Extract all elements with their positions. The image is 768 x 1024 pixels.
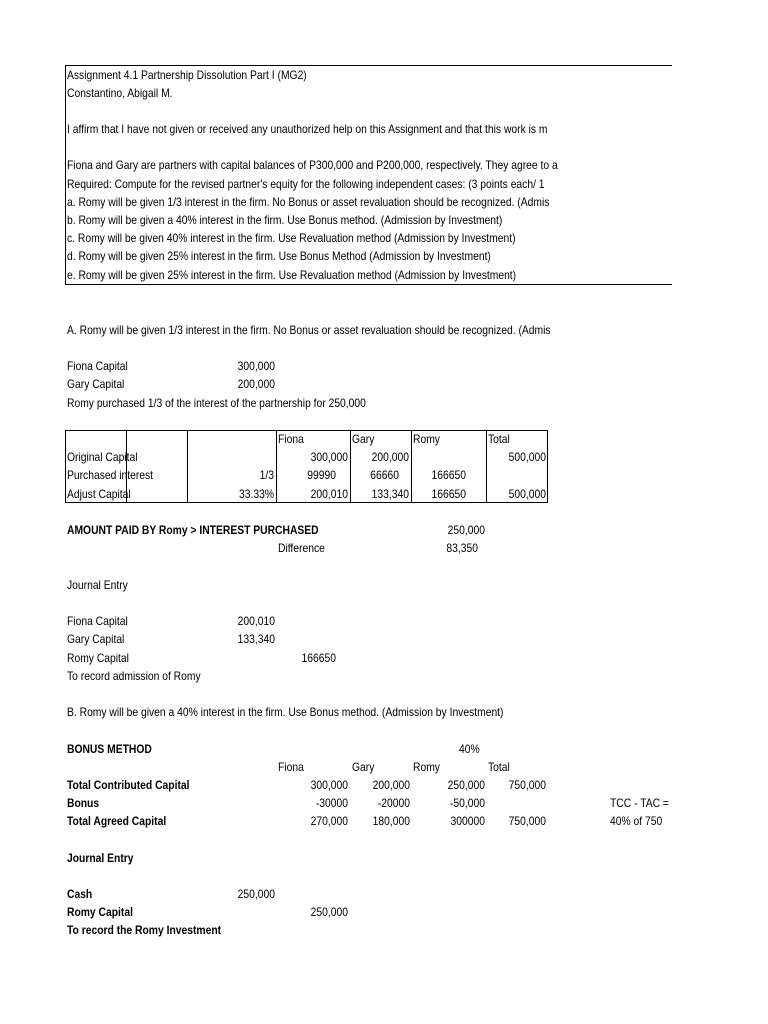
table-cell-total: 750,000: [508, 778, 546, 792]
section-a-heading: A. Romy will be given 1/3 interest in the firm. No Bonus or asset revaluation should be recognized. (Admis: [67, 323, 551, 337]
table-cell-romy: 166650: [431, 487, 466, 501]
journal-debit: 200,010: [237, 614, 275, 628]
difference-value: 83,350: [446, 541, 478, 555]
table-b-header-fiona: Fiona: [278, 760, 304, 774]
journal-account: Fiona Capital: [67, 614, 128, 628]
problem-statement: Fiona and Gary are partners with capital balances of P300,000 and P200,000, respectively. They agree to a: [67, 158, 558, 172]
journal-credit: 250,000: [310, 905, 348, 919]
table-cell-gary: 133,340: [371, 487, 409, 501]
table-row-label: Total Agreed Capital: [67, 814, 167, 828]
table-cell-gary: 200,000: [371, 450, 409, 464]
journal-entry-label-b: Journal Entry: [67, 851, 134, 865]
purchase-note: Romy purchased 1/3 of the interest of the partnership for 250,000: [67, 396, 366, 410]
table-row-label: Adjust Capital: [67, 487, 131, 501]
bonus-percent: 40%: [459, 742, 480, 756]
case-b: b. Romy will be given a 40% interest in the firm. Use Bonus method. (Admission by Investment): [67, 213, 503, 227]
gary-capital-label: Gary Capital: [67, 377, 125, 391]
amount-paid-value: 250,000: [447, 523, 485, 537]
journal-account: Gary Capital: [67, 632, 125, 646]
table-row-label: Total Contributed Capital: [67, 778, 190, 792]
table-cell-gary: 200,000: [372, 778, 410, 792]
table-row-label: Purchased interest: [67, 468, 154, 482]
amount-paid-label: AMOUNT PAID BY Romy > INTEREST PURCHASED: [67, 523, 319, 537]
table-cell-total: 500,000: [508, 487, 546, 501]
table-cell-ratio: 33.33%: [238, 487, 274, 501]
table-cell-romy: -50,000: [449, 796, 485, 810]
table-b-header-romy: Romy: [413, 760, 440, 774]
table-cell-total: 750,000: [508, 814, 546, 828]
required-statement: Required: Compute for the revised partner's equity for the following independent cases: (3 points each/ 1: [67, 177, 545, 191]
fiona-capital-label: Fiona Capital: [67, 359, 128, 373]
table-cell-total: 500,000: [508, 450, 546, 464]
journal-credit: 166650: [301, 651, 336, 665]
table-cell-note: 40% of 750: [610, 814, 663, 828]
case-a: a. Romy will be given 1/3 interest in the firm. No Bonus or asset revaluation should be recognized. (Admis: [67, 195, 550, 209]
assignment-title: Assignment 4.1 Partnership Dissolution Part I (MG2): [67, 68, 307, 82]
table-row-label: Bonus: [67, 796, 100, 810]
case-c: c. Romy will be given 40% interest in the firm. Use Revaluation method (Admission by Investment): [67, 231, 516, 245]
table-cell-romy: 300000: [450, 814, 485, 828]
table-cell-fiona: -30000: [315, 796, 348, 810]
table-a-header-total: Total: [488, 432, 510, 446]
table-cell-fiona: 270,000: [310, 814, 348, 828]
table-cell-gary: -20000: [377, 796, 410, 810]
table-cell-romy: 166650: [431, 468, 466, 482]
journal-account: Cash: [67, 887, 93, 901]
journal-debit: 250,000: [237, 887, 275, 901]
table-b-header-gary: Gary: [352, 760, 375, 774]
table-cell-gary: 66660: [370, 468, 399, 482]
table-b-header-total: Total: [488, 760, 510, 774]
journal-account: Romy Capital: [67, 651, 129, 665]
table-cell-fiona: 300,000: [310, 450, 348, 464]
table-cell-fiona: 200,010: [310, 487, 348, 501]
table-row-label: Original Capital: [67, 450, 138, 464]
table-a-header-gary: Gary: [352, 432, 375, 446]
bonus-method-label: BONUS METHOD: [67, 742, 152, 756]
table-cell-romy: 250,000: [447, 778, 485, 792]
table-cell-note: TCC - TAC =: [610, 796, 669, 810]
fiona-capital-value: 300,000: [237, 359, 275, 373]
table-a-header-fiona: Fiona: [278, 432, 304, 446]
journal-entry-label-a: Journal Entry: [67, 578, 128, 592]
table-a-header-romy: Romy: [413, 432, 440, 446]
student-name: Constantino, Abigail M.: [67, 86, 173, 100]
table-cell-ratio: 1/3: [259, 468, 274, 482]
journal-memo-a: To record admission of Romy: [67, 669, 201, 683]
table-cell-gary: 180,000: [372, 814, 410, 828]
gary-capital-value: 200,000: [237, 377, 275, 391]
difference-label: Difference: [278, 541, 325, 555]
section-b-heading: B. Romy will be given a 40% interest in the firm. Use Bonus method. (Admission by Investment): [67, 705, 504, 719]
table-cell-fiona: 99990: [307, 468, 336, 482]
journal-account: Romy Capital: [67, 905, 133, 919]
table-cell-fiona: 300,000: [310, 778, 348, 792]
case-d: d. Romy will be given 25% interest in the firm. Use Bonus Method (Admission by Investment): [67, 249, 491, 263]
case-e: e. Romy will be given 25% interest in the firm. Use Revaluation method (Admission by Investment): [67, 268, 517, 282]
journal-debit: 133,340: [237, 632, 275, 646]
journal-memo-b: To record the Romy Investment: [67, 923, 222, 937]
affirmation-statement: I affirm that I have not given or received any unauthorized help on this Assignment and that this work is m: [67, 122, 548, 136]
